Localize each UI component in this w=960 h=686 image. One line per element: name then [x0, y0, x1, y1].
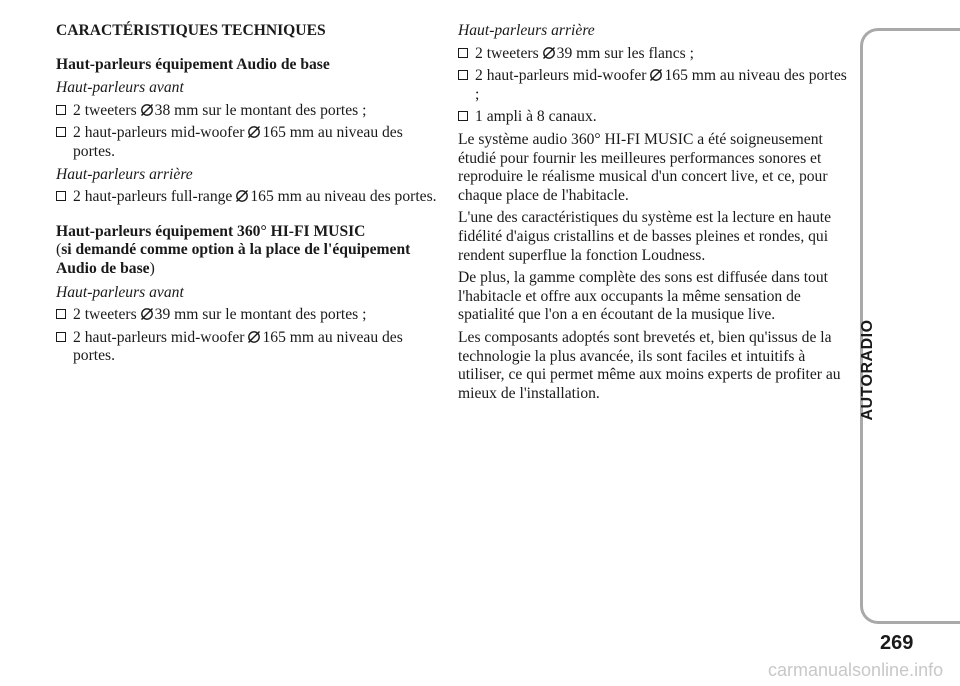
- left-column: [56, 22, 440, 370]
- diameter-symbol-icon: [140, 307, 154, 321]
- checkbox-square-icon: [56, 127, 66, 137]
- page-number: 269: [880, 632, 914, 654]
- diameter-symbol-icon: [649, 68, 663, 82]
- section-title: CARACTÉRISTIQUES TECHNIQUES: [56, 22, 326, 39]
- list-item: 2 haut-parleurs mid-woofer 165 mm au niveau des portes.: [56, 124, 440, 161]
- hifi-front-speakers-title: Haut-parleurs avant: [56, 283, 184, 301]
- checkbox-square-icon: [458, 48, 468, 58]
- list-item: 1 ampli à 8 canaux.: [458, 108, 850, 127]
- checkbox-square-icon: [56, 332, 66, 342]
- hifi-subheading: (si demandé comme option à la place de l'équipement Audio de base): [56, 241, 411, 277]
- audio-base-heading: Haut-parleurs équipement Audio de base: [56, 55, 330, 73]
- list-item: 2 tweeters 38 mm sur le montant des portes ;: [56, 102, 440, 121]
- list-item: 2 haut-parleurs mid-woofer 165 mm au niveau des portes.: [56, 329, 440, 366]
- paragraph: L'une des caractéristiques du système est la lecture en haute fidélité d'aigus cristallins et de basses pleines et rondes, qui rendent superflue la fonction Loudness.: [458, 209, 832, 264]
- right-column: [458, 22, 850, 407]
- diameter-symbol-icon: [235, 189, 249, 203]
- list-item: 2 tweeters 39 mm sur les flancs ;: [458, 45, 850, 64]
- paragraph: Les composants adoptés sont brevetés et, bien qu'issus de la technologie la plus avancée, ils sont faciles et intuitifs à utiliser, ce qui permet même aux moins experts de profiter au mieux de l'installation.: [458, 328, 841, 402]
- checkbox-square-icon: [458, 70, 468, 80]
- diameter-symbol-icon: [247, 330, 261, 344]
- hifi-heading: Haut-parleurs équipement 360° HI-FI MUSIC: [56, 222, 366, 240]
- checkbox-square-icon: [56, 309, 66, 319]
- list-item: 2 haut-parleurs full-range 165 mm au niveau des portes.: [56, 188, 440, 207]
- checkbox-square-icon: [56, 105, 66, 115]
- diameter-symbol-icon: [247, 125, 261, 139]
- chapter-tab-label: AUTORADIO: [859, 319, 876, 421]
- paragraph: De plus, la gamme complète des sons est diffusée dans tout l'habitacle et offre aux occupants la même sensation de spatialité que l'on a en écoutant de la musique live.: [458, 269, 828, 324]
- checkbox-square-icon: [458, 111, 468, 121]
- checkbox-square-icon: [56, 191, 66, 201]
- rear-speakers-title: Haut-parleurs arrière: [56, 165, 193, 183]
- front-speakers-title: Haut-parleurs avant: [56, 79, 184, 97]
- list-item: 2 tweeters 39 mm sur le montant des portes ;: [56, 306, 440, 325]
- list-item: 2 haut-parleurs mid-woofer 165 mm au niveau des portes ;: [458, 67, 850, 104]
- rear-speakers-title: Haut-parleurs arrière: [458, 22, 595, 39]
- watermark: carmanualsonline.info: [768, 660, 944, 680]
- diameter-symbol-icon: [542, 46, 556, 60]
- paragraph: Le système audio 360° HI-FI MUSIC a été soigneusement étudié pour fournir les meilleures performances sonores et reproduire le réalisme musical d'un concert live, et ce, pour chaque place de l'habitacle.: [458, 130, 828, 204]
- diameter-symbol-icon: [140, 103, 154, 117]
